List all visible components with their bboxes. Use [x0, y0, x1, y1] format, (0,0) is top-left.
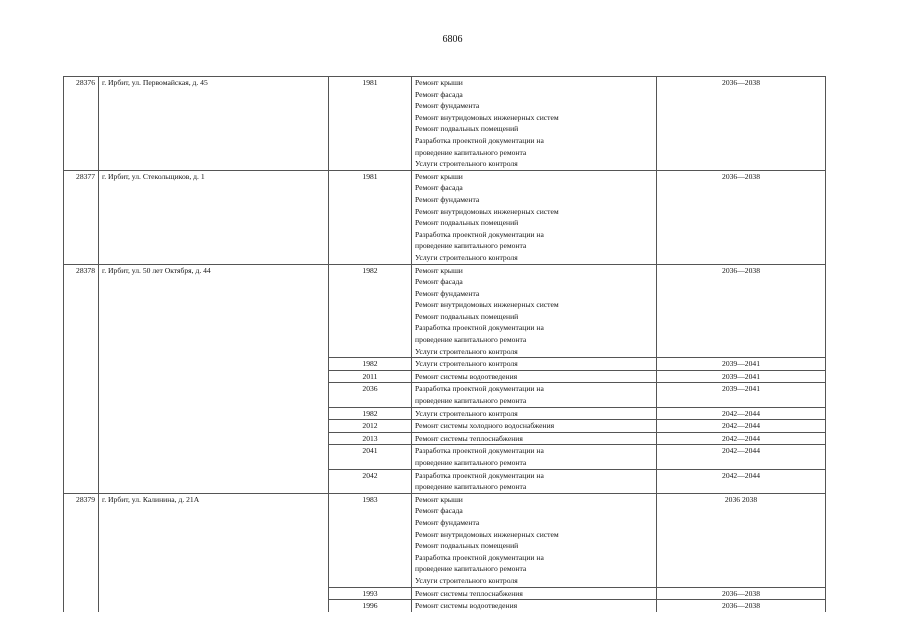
- work-item: Разработка проектной документации на: [415, 229, 544, 239]
- works-cell: [412, 493, 657, 587]
- period-cell: 2036—2038: [657, 600, 826, 612]
- work-item: Ремонт системы теплоснабжения: [415, 433, 523, 443]
- works-cell: [412, 383, 657, 407]
- year-cell: 2041: [329, 445, 412, 469]
- work-item: Ремонт внутридомовых инженерных систем: [415, 206, 559, 216]
- period-cell: 2042—2044: [657, 420, 826, 433]
- period-cell: 2042—2044: [657, 432, 826, 445]
- period-cell: 2036—2038: [657, 264, 826, 358]
- work-item: Разработка проектной документации на: [415, 470, 544, 480]
- work-item: Ремонт системы холодного водоснабжения: [415, 421, 555, 431]
- record-address: г. Ирбит, ул. 50 лет Октября, д. 44: [99, 264, 329, 493]
- works-cell: [412, 358, 657, 371]
- works-cell: [412, 77, 657, 171]
- year-cell: 1982: [329, 264, 412, 358]
- work-item: Ремонт системы водоотведения: [415, 371, 518, 381]
- work-item: Ремонт внутридомовых инженерных систем: [415, 300, 559, 310]
- record-id: 28379: [64, 493, 99, 611]
- work-item: Ремонт фундамента: [415, 517, 480, 527]
- works-cell: [412, 407, 657, 420]
- period-cell: 2036—2038: [657, 77, 826, 171]
- works-cell: [412, 420, 657, 433]
- works-cell: [412, 445, 657, 469]
- period-cell: 2039—2041: [657, 370, 826, 383]
- work-item: Разработка проектной документации на: [415, 135, 544, 145]
- work-item: Ремонт подвальных помещений: [415, 218, 519, 228]
- period-cell: 2039—2041: [657, 358, 826, 371]
- work-item: Ремонт крыши: [415, 171, 463, 181]
- record-id: 28377: [64, 170, 99, 264]
- work-item: проведение капитального ремонта: [415, 482, 527, 492]
- work-item: проведение капитального ремонта: [415, 396, 527, 406]
- table-row: [64, 264, 826, 358]
- period-cell: 2042—2044: [657, 407, 826, 420]
- record-address: г. Ирбит, ул. Калинина, д. 21А: [99, 493, 329, 611]
- work-item: Ремонт системы теплоснабжения: [415, 588, 523, 598]
- work-item: Услуги строительного контроля: [415, 346, 518, 356]
- works-cell: [412, 432, 657, 445]
- work-item: проведение капитального ремонта: [415, 147, 527, 157]
- work-item: Ремонт фасада: [415, 89, 463, 99]
- year-cell: 2012: [329, 420, 412, 433]
- work-item: Ремонт системы водоотведения: [415, 601, 518, 611]
- period-cell: 2042—2044: [657, 445, 826, 469]
- works-cell: [412, 469, 657, 493]
- work-item: проведение капитального ремонта: [415, 335, 527, 345]
- year-cell: 1993: [329, 587, 412, 600]
- works-cell: [412, 370, 657, 383]
- work-item: Услуги строительного контроля: [415, 159, 518, 169]
- period-cell: 2039—2041: [657, 383, 826, 407]
- works-cell: [412, 600, 657, 612]
- work-item: проведение капитального ремонта: [415, 564, 527, 574]
- works-cell: [412, 264, 657, 358]
- work-item: Услуги строительного контроля: [415, 252, 518, 262]
- work-item: Ремонт подвальных помещений: [415, 541, 519, 551]
- table-row: [64, 493, 826, 587]
- record-id: 28376: [64, 77, 99, 171]
- table-row: [64, 170, 826, 264]
- page-number: 6806: [442, 34, 463, 45]
- work-item: Ремонт фасада: [415, 183, 463, 193]
- work-item: Ремонт крыши: [415, 78, 463, 87]
- year-cell: 2036: [329, 383, 412, 407]
- table-body: [64, 77, 826, 612]
- works-cell: [412, 170, 657, 264]
- work-item: Ремонт фасада: [415, 277, 463, 287]
- work-item: Разработка проектной документации на: [415, 446, 544, 456]
- year-cell: 2013: [329, 432, 412, 445]
- year-cell: 1996: [329, 600, 412, 612]
- work-item: Ремонт подвальных помещений: [415, 311, 519, 321]
- period-cell: 2036—2038: [657, 587, 826, 600]
- period-cell: 2036—2038: [657, 170, 826, 264]
- works-cell: [412, 587, 657, 600]
- table-row: [64, 77, 826, 171]
- period-cell: 2036 2038: [657, 493, 826, 587]
- record-address: г. Ирбит, ул. Стекольщиков, д. 1: [99, 170, 329, 264]
- work-item: Ремонт подвальных помещений: [415, 124, 519, 134]
- work-item: Ремонт фундамента: [415, 101, 480, 111]
- year-cell: 1982: [329, 407, 412, 420]
- work-item: Услуги строительного контроля: [415, 575, 518, 585]
- record-id: 28378: [64, 264, 99, 493]
- repair-schedule-table: [63, 76, 826, 612]
- work-item: Разработка проектной документации на: [415, 552, 544, 562]
- work-item: Ремонт внутридомовых инженерных систем: [415, 529, 559, 539]
- work-item: Услуги строительного контроля: [415, 359, 518, 369]
- year-cell: 1981: [329, 77, 412, 171]
- work-item: Ремонт крыши: [415, 494, 463, 504]
- work-item: Ремонт фундамента: [415, 194, 480, 204]
- year-cell: 1983: [329, 493, 412, 587]
- work-item: Разработка проектной документации на: [415, 323, 544, 333]
- year-cell: 2042: [329, 469, 412, 493]
- year-cell: 1982: [329, 358, 412, 371]
- period-cell: 2042—2044: [657, 469, 826, 493]
- work-item: проведение капитального ремонта: [415, 458, 527, 467]
- work-item: Ремонт фундамента: [415, 288, 480, 298]
- year-cell: 1981: [329, 170, 412, 264]
- work-item: Ремонт крыши: [415, 265, 463, 275]
- work-item: проведение капитального ремонта: [415, 241, 527, 251]
- work-item: Услуги строительного контроля: [415, 408, 518, 418]
- year-cell: 2011: [329, 370, 412, 383]
- record-address: г. Ирбит, ул. Первомайская, д. 45: [99, 77, 329, 171]
- work-item: Ремонт фасада: [415, 506, 463, 516]
- work-item: Разработка проектной документации на: [415, 384, 544, 394]
- work-item: Ремонт внутридомовых инженерных систем: [415, 112, 559, 122]
